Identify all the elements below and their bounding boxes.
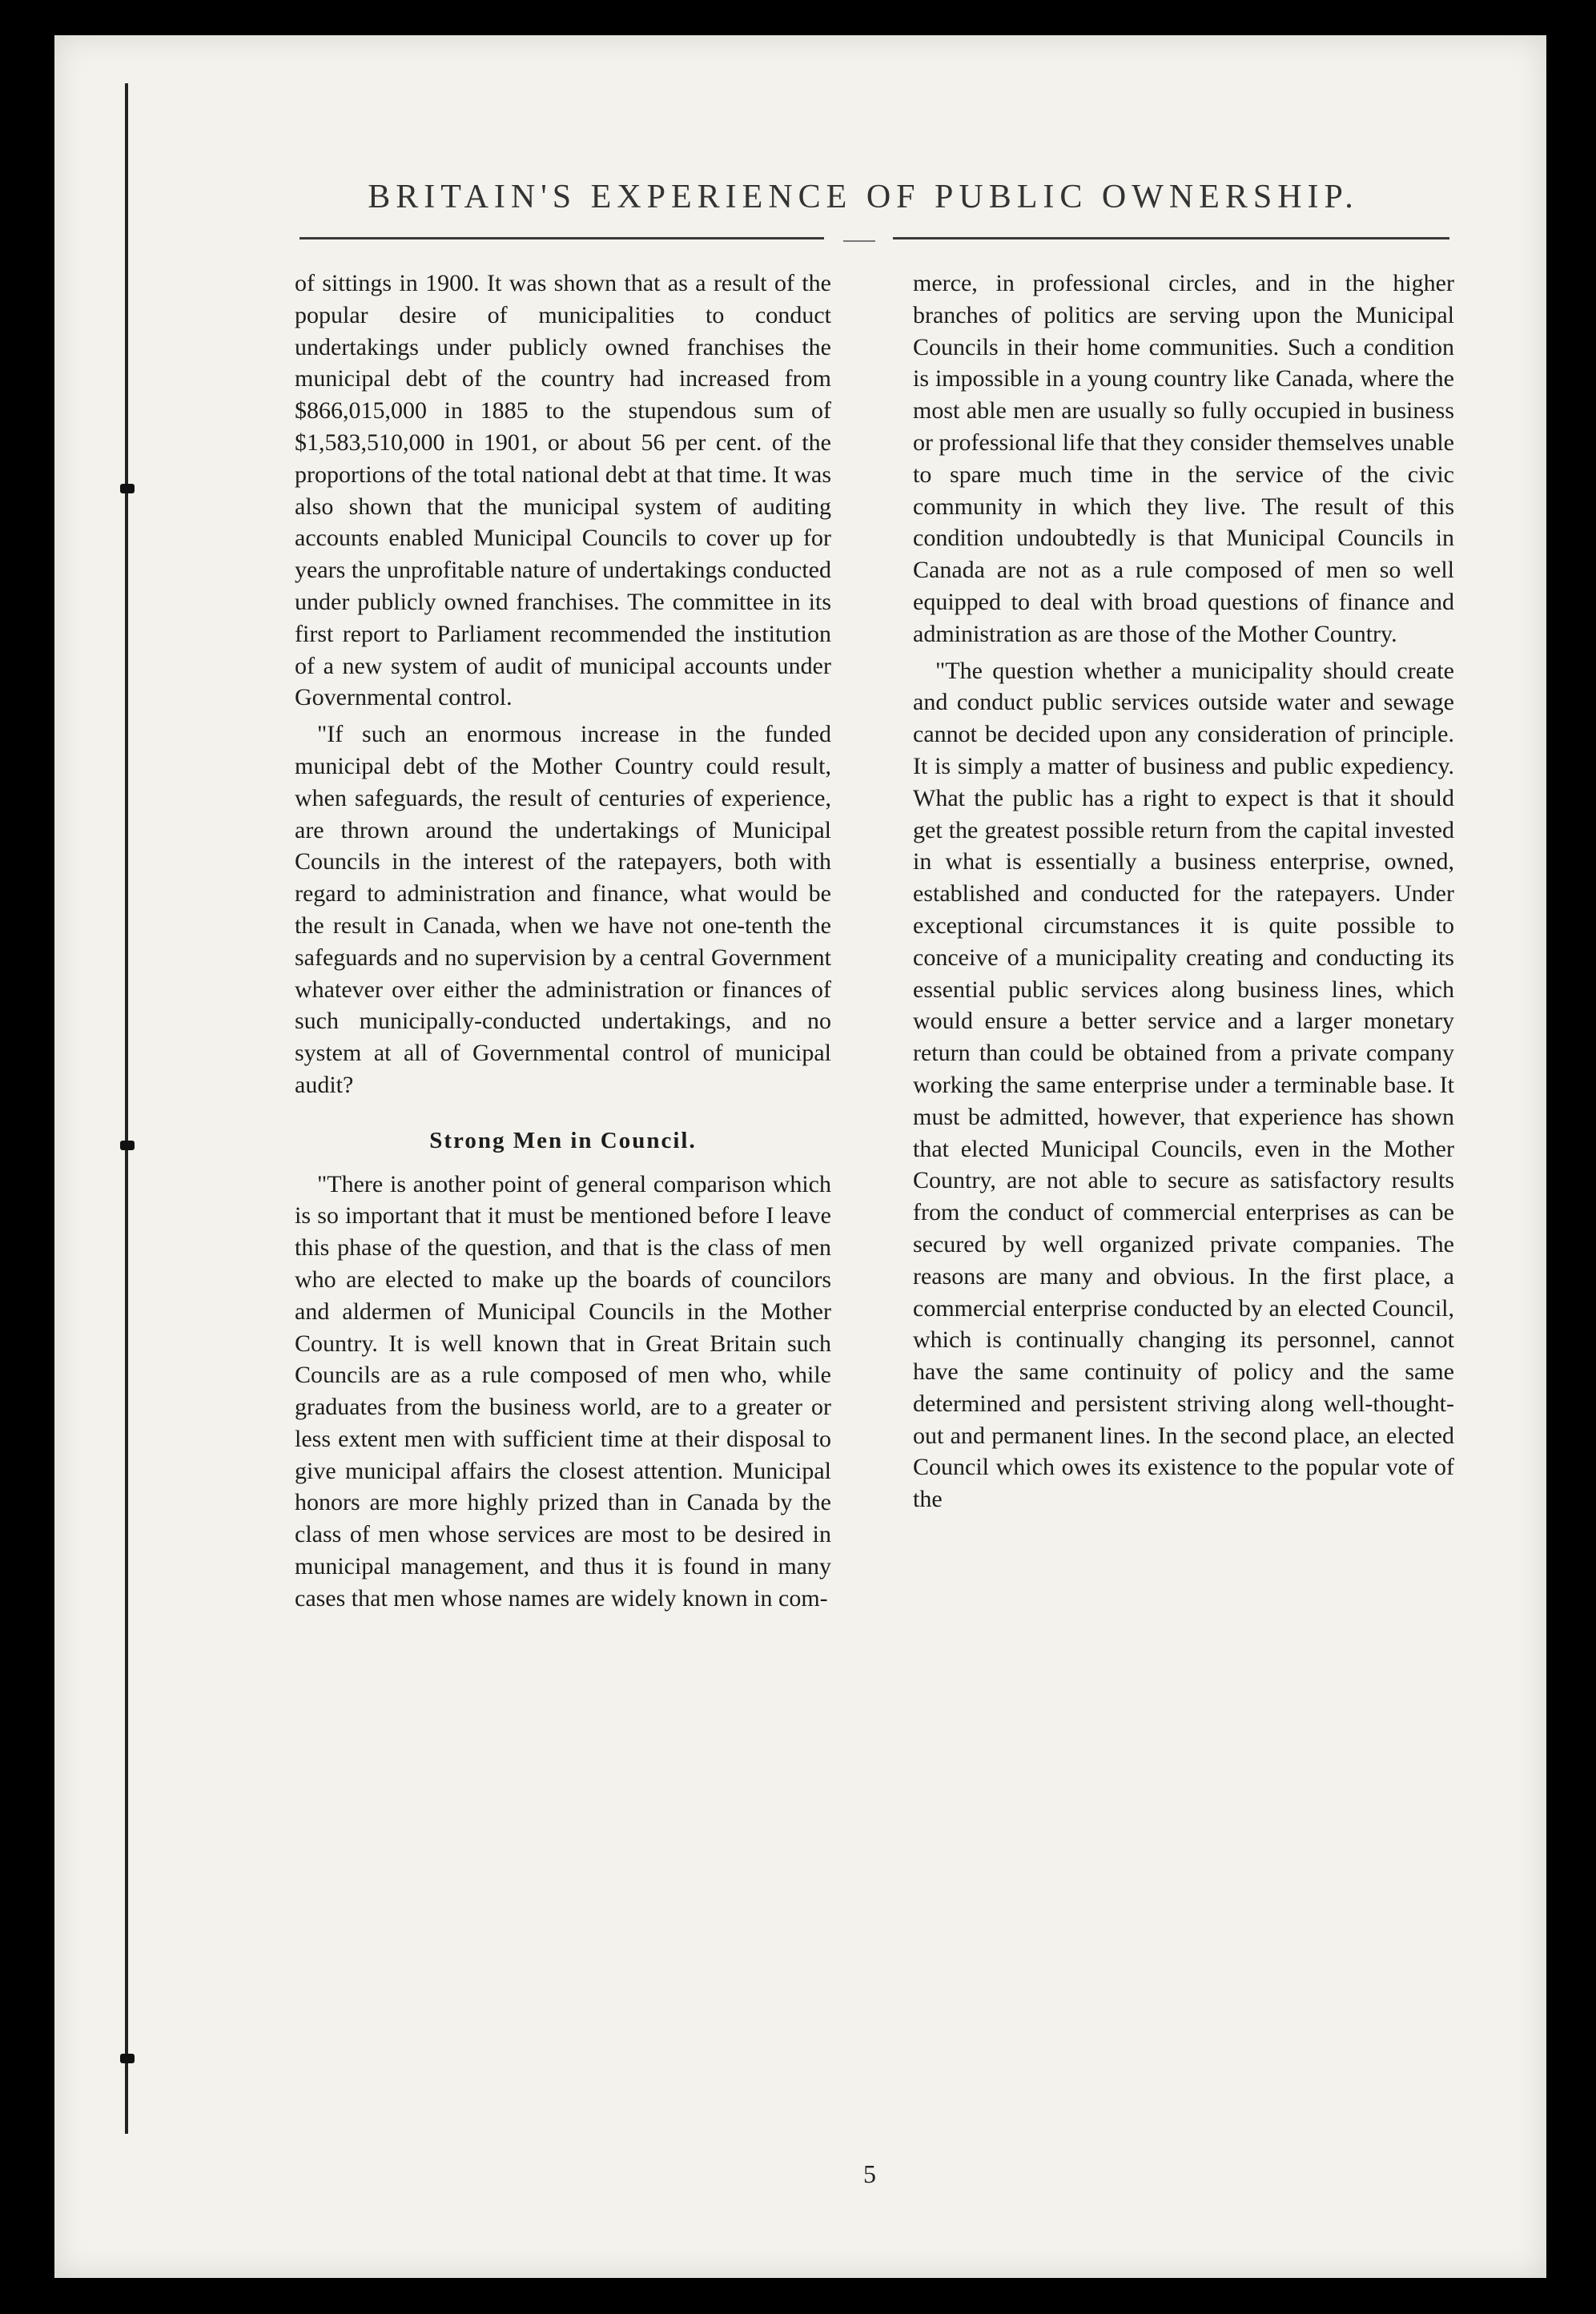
binding-edge: [125, 83, 128, 2134]
document-page: [54, 35, 1546, 2278]
header-rule-right: [893, 237, 1449, 239]
section-subheading: Strong Men in Council.: [429, 1127, 697, 1153]
binding-stitch: [120, 484, 135, 493]
header-rule-center: [843, 240, 875, 242]
page-number: 5: [863, 2159, 876, 2188]
paragraph: of sittings in 1900. It was shown that as a result of the popular desire of municipalities to conduct undertakings under publicly owned franchises the municipal debt of the country had increased from $866,015,000 in 1885 to the stupendous sum of $1,583,510,000 in 1901, or about 56 per cent. of the proportions of the total national debt at that time. It was also shown that the municipal system of auditing accounts enabled Municipal Councils to cover up for years the unprofitable nature of undertakings conducted under publicly owned franchises. The committee in its first report to Parliament recommended the institution of a new system of audit of municipal accounts under Governmental control.: [295, 270, 831, 711]
binding-stitch: [120, 1141, 135, 1150]
paragraph: "There is another point of general comparison which is so important that it must be mentioned before I leave this phase of the question, and that is the class of men who are elected to make up the boards of councilors and aldermen of Municipal Councils in the Mother Country. It is well known that in Great Britain such Councils are as a rule composed of men who, while graduates from the business world, are to a greater or less extent men with sufficient time at their disposal to give municipal affairs the closest attention. Municipal honors are more highly prized than in Canada by the class of men whose services are most to be desired in municipal management, and thus it is found in many cases that men whose names are widely known in com-: [295, 1170, 831, 1612]
paragraph: merce, in professional circles, and in the higher branches of politics are serving upon the Municipal Councils in their home communities. Such a condition is impossible in a young country like Canada, where the most able men are usually so fully occupied in business or professional life that they consider themselves unable to spare much time in the service of the civic community in which they live. The result of this condition undoubtedly is that Municipal Councils in Canada are not as a rule composed of men so well equipped to deal with broad questions of finance and administration as are those of the Mother Country.: [913, 270, 1454, 647]
binding-stitch: [120, 2054, 135, 2063]
header-rule-left: [300, 237, 824, 239]
left-column: [295, 268, 831, 1615]
paragraph: "The question whether a municipality should create and conduct public services outside water and sewage cannot be decided upon any consideration of principle. It is simply a matter of business and public expediency. What the public has a right to expect is that it should get the greatest possible return from the capital invested in what is essentially a business enterprise, owned, established and conducted for the ratepayers. Under exceptional circumstances it is quite possible to conceive of a municipality creating and conducting its essential public services along business lines, which would ensure a better service and a larger monetary return than could be obtained from a private company working the same enterprise under a terminable base. It must be admitted, however, that experience has shown that elected Municipal Councils, even in the Mother Country, are not able to secure as satisfactory results from the conduct of commercial enterprises as can be secured by well organized private companies. The reasons are many and obvious. In the first place, a commercial enterprise conducted by an elected Council, which is continually changing its personnel, cannot have the same continuity of policy and the same determined and persistent striving along well-thought-out and permanent lines. In the second place, an elected Council which owes its existence to the popular vote of the: [913, 657, 1454, 1513]
right-column: [913, 268, 1454, 1515]
running-header: BRITAIN'S EXPERIENCE OF PUBLIC OWNERSHIP.: [368, 179, 1359, 215]
paragraph: "If such an enormous increase in the funded municipal debt of the Mother Country could result, when safeguards, the result of centuries of experience, are thrown around the undertakings of Municipal Councils in the interest of the ratepayers, both with regard to administration and finance, what would be the result in Canada, when we have not one-tenth the safeguards and no supervision by a central Government whatever over either the administration or finances of such municipally-conducted undertakings, and no system at all of Governmental control of municipal audit?: [295, 721, 831, 1098]
